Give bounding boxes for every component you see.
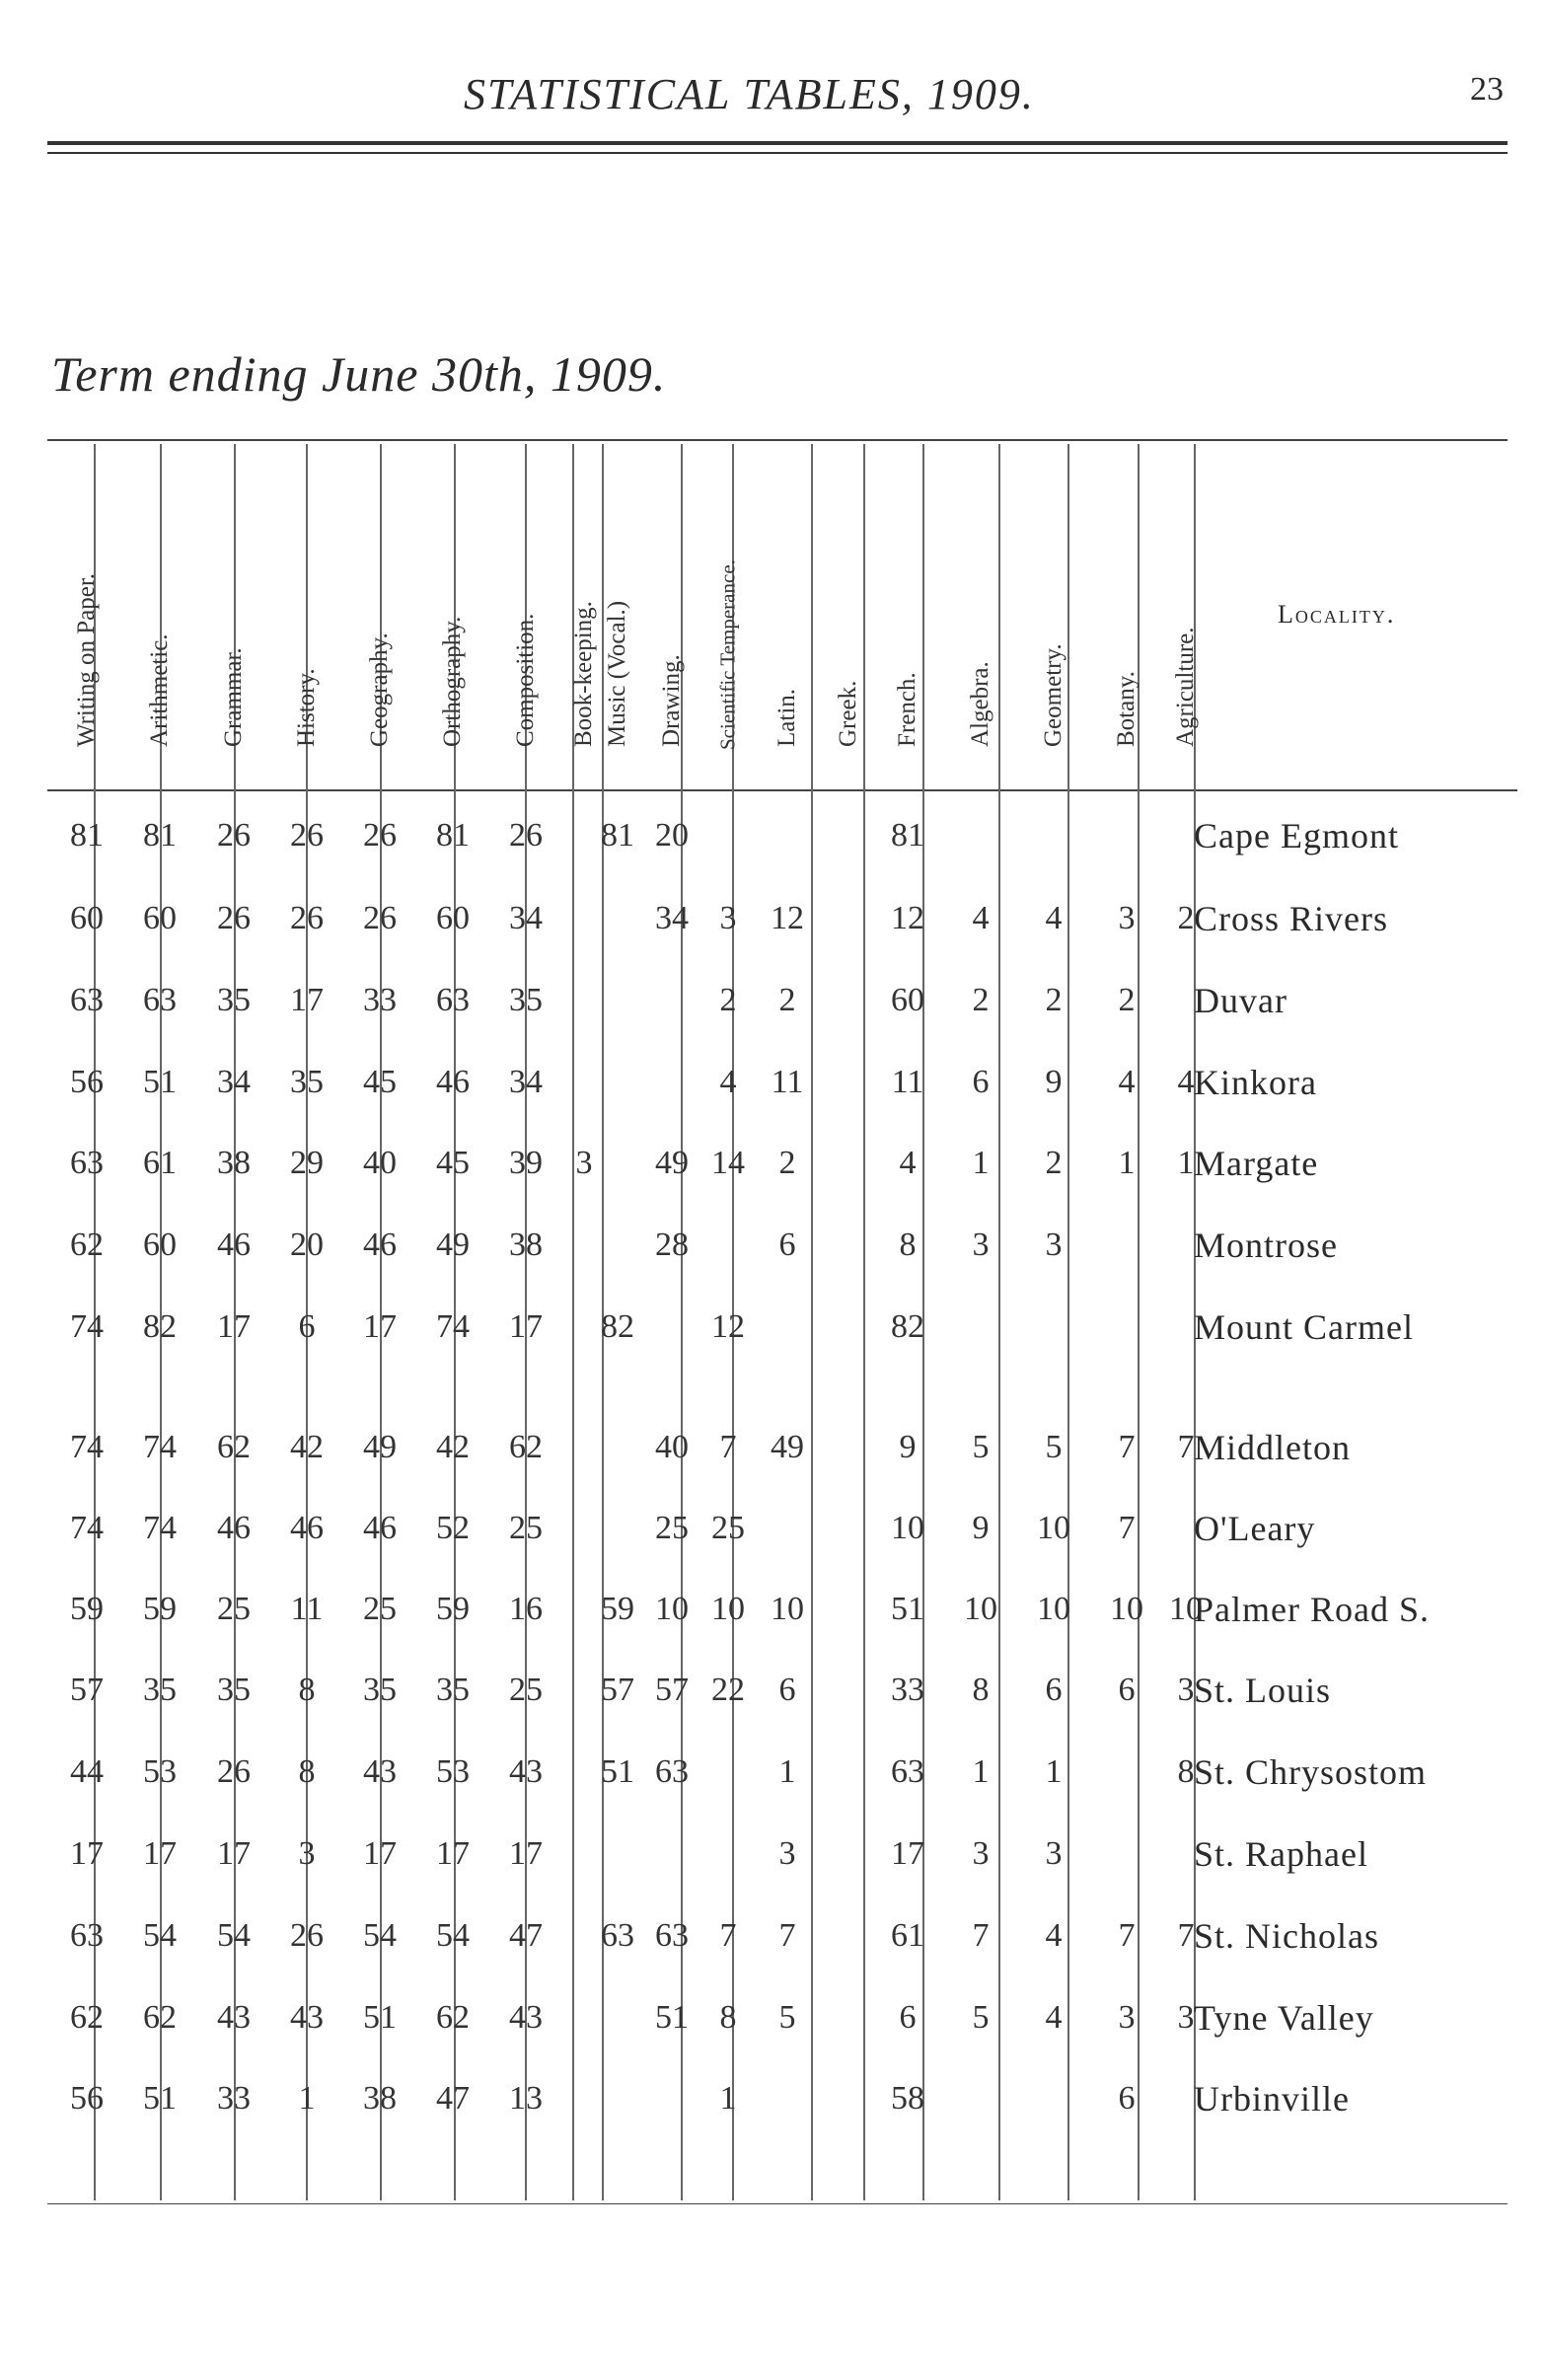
table-cell: 9 (1045, 1064, 1063, 1100)
table-cell: 4 (1045, 1999, 1063, 2036)
table-cell: 42 (290, 1429, 324, 1465)
table-cell: 17 (363, 1308, 397, 1345)
table-cell: 57 (655, 1672, 689, 1708)
table-cell: 74 (70, 1429, 104, 1465)
table-cell: 6 (1118, 1672, 1136, 1708)
column-header-label: Grammar. (220, 647, 247, 747)
column-header (699, 409, 758, 775)
table-cell: 54 (363, 1917, 397, 1954)
column-header (951, 409, 1010, 775)
table-cell: 62 (143, 1999, 177, 2036)
table-cell: 39 (509, 1145, 543, 1181)
table-cell: 82 (143, 1308, 177, 1345)
table-cell: 7 (1177, 1917, 1195, 1954)
locality-name: Urbinville (1194, 2079, 1350, 2119)
table-cell: 62 (70, 1227, 104, 1263)
table-cell: 51 (363, 1999, 397, 2036)
table-cell: 25 (711, 1510, 745, 1546)
table-cell: 7 (1118, 1429, 1136, 1465)
table-cell: 5 (778, 1999, 796, 2036)
table-cell: 61 (143, 1145, 177, 1181)
column-header-label: Greek. (835, 680, 861, 747)
table-cell: 54 (217, 1917, 251, 1954)
table-cell: 51 (143, 2080, 177, 2117)
table-cell: 40 (363, 1145, 397, 1181)
table-cell: 45 (436, 1145, 470, 1181)
table-cell: 10 (655, 1591, 689, 1627)
table-cell: 3 (575, 1145, 593, 1181)
table-cell: 17 (509, 1308, 543, 1345)
table-cell: 51 (891, 1591, 924, 1627)
locality-name: Tyne Valley (1194, 1998, 1374, 2038)
table-cell: 17 (217, 1835, 251, 1872)
table-cell: 49 (771, 1429, 804, 1465)
table-cell: 54 (143, 1917, 177, 1954)
locality-name: Cape Egmont (1194, 816, 1399, 855)
table-cell: 3 (1045, 1227, 1063, 1263)
column-header-label: Book-keeping. (570, 601, 597, 747)
column-header (1024, 409, 1083, 775)
table-cell: 59 (143, 1591, 177, 1627)
table-cell: 59 (601, 1591, 634, 1627)
table-cell: 51 (601, 1753, 634, 1790)
table-cell: 8 (1177, 1753, 1195, 1790)
table-cell: 46 (436, 1064, 470, 1100)
table-cell: 34 (217, 1064, 251, 1100)
column-header-label: Drawing. (658, 654, 685, 747)
table-cell: 74 (70, 1308, 104, 1345)
table-cell: 7 (719, 1429, 737, 1465)
table-cell: 56 (70, 1064, 104, 1100)
table-cell: 9 (972, 1510, 990, 1546)
table-cell: 59 (436, 1591, 470, 1627)
page-title: STATISTICAL TABLES, 1909. (464, 70, 1035, 118)
table-cell: 10 (711, 1591, 745, 1627)
column-header-label: Music (Vocal.) (604, 600, 630, 747)
table-cell: 61 (891, 1917, 924, 1954)
table-cell: 17 (217, 1308, 251, 1345)
table-cell: 8 (972, 1672, 990, 1708)
table-cell: 63 (891, 1753, 924, 1790)
column-header-label: Scientific Temperance. (715, 559, 740, 750)
table-cell: 8 (719, 1999, 737, 2036)
table-cell: 58 (891, 2080, 924, 2117)
table-cell: 25 (363, 1591, 397, 1627)
table-cell: 63 (70, 1145, 104, 1181)
table-cell: 10 (964, 1591, 997, 1627)
table-cell: 28 (655, 1227, 689, 1263)
table-cell: 34 (509, 1064, 543, 1100)
column-header (496, 409, 555, 775)
table-cell: 1 (719, 2080, 737, 2117)
table-cell: 4 (972, 900, 990, 936)
table-cell: 25 (509, 1672, 543, 1708)
table-cell: 1 (1118, 1145, 1136, 1181)
table-cell: 2 (778, 982, 796, 1018)
column-header (642, 409, 701, 775)
table-cell: 43 (509, 1753, 543, 1790)
table-cell: 62 (436, 1999, 470, 2036)
table-cell: 6 (1118, 2080, 1136, 2117)
table-cell: 3 (719, 900, 737, 936)
locality-name: Cross Rivers (1194, 899, 1389, 938)
table-cell: 59 (70, 1591, 104, 1627)
table-cell: 74 (70, 1510, 104, 1546)
table-cell: 63 (601, 1917, 634, 1954)
table-cell: 10 (1110, 1591, 1143, 1627)
column-header (878, 409, 937, 775)
locality-header: Locality. (1278, 600, 1396, 629)
page-number: 23 (1470, 71, 1504, 108)
table-cell: 17 (290, 982, 324, 1018)
column-header (819, 409, 878, 775)
table-cell: 17 (143, 1835, 177, 1872)
table-cell: 13 (509, 2080, 543, 2117)
table-cell: 26 (363, 900, 397, 936)
table-cell: 1 (1045, 1753, 1063, 1790)
table-cell: 3 (1118, 900, 1136, 936)
table-cell: 43 (363, 1753, 397, 1790)
table-cell: 42 (436, 1429, 470, 1465)
table-cell: 49 (655, 1145, 689, 1181)
table-cell: 3 (972, 1227, 990, 1263)
table-cell: 7 (1118, 1917, 1136, 1954)
table-cell: 46 (363, 1227, 397, 1263)
table-cell: 3 (1177, 1672, 1195, 1708)
table-cell: 9 (899, 1429, 917, 1465)
table-cell: 46 (290, 1510, 324, 1546)
table-cell: 33 (217, 2080, 251, 2117)
table-cell: 46 (363, 1510, 397, 1546)
column-header-label: Agriculture. (1172, 627, 1199, 747)
table-cell: 7 (719, 1917, 737, 1954)
table-cell: 8 (298, 1753, 316, 1790)
table-cell: 63 (655, 1753, 689, 1790)
locality-name: St. Nicholas (1194, 1916, 1379, 1956)
table-cell: 60 (143, 900, 177, 936)
table-cell: 1 (778, 1753, 796, 1790)
column-header (1156, 409, 1215, 775)
table-cell: 35 (436, 1672, 470, 1708)
locality-name: St. Louis (1194, 1671, 1332, 1710)
table-cell: 2 (1177, 900, 1195, 936)
locality-name: Palmer Road S. (1194, 1590, 1430, 1629)
table-cell: 33 (891, 1672, 924, 1708)
table-cell: 4 (1177, 1064, 1195, 1100)
table-cell: 5 (972, 1999, 990, 2036)
table-cell: 12 (891, 900, 924, 936)
table-cell: 5 (1045, 1429, 1063, 1465)
table-cell: 44 (70, 1753, 104, 1790)
table-cell: 60 (70, 900, 104, 936)
table-cell: 1 (1177, 1145, 1195, 1181)
table-cell: 17 (891, 1835, 924, 1872)
table-cell: 4 (719, 1064, 737, 1100)
table-cell: 81 (143, 817, 177, 854)
table-cell: 17 (509, 1835, 543, 1872)
table-cell: 2 (1045, 982, 1063, 1018)
table-cell: 81 (70, 817, 104, 854)
table-cell: 81 (436, 817, 470, 854)
table-cell: 54 (436, 1917, 470, 1954)
column-header (204, 409, 263, 775)
table-cell: 3 (1045, 1835, 1063, 1872)
table-cell: 53 (436, 1753, 470, 1790)
term-heading: Term ending June 30th, 1909. (51, 346, 667, 402)
table-cell: 35 (290, 1064, 324, 1100)
column-header (350, 409, 409, 775)
table-cell: 17 (436, 1835, 470, 1872)
table-cell: 14 (711, 1145, 745, 1181)
table-cell: 11 (891, 1064, 924, 1100)
table-cell: 2 (1118, 982, 1136, 1018)
table-bottom-rule (47, 2203, 1508, 2204)
table-cell: 63 (70, 982, 104, 1018)
table-cell: 47 (509, 1917, 543, 1954)
column-header-label: Composition. (512, 613, 539, 747)
table-cell: 43 (509, 1999, 543, 2036)
table-cell: 10 (891, 1510, 924, 1546)
table-cell: 17 (70, 1835, 104, 1872)
table-cell: 26 (509, 817, 543, 854)
table-cell: 49 (363, 1429, 397, 1465)
table-cell: 17 (363, 1835, 397, 1872)
column-header-label: Arithmetic. (146, 633, 173, 747)
table-cell: 22 (711, 1672, 745, 1708)
table-cell: 60 (436, 900, 470, 936)
column-header-label: Latin. (773, 688, 800, 747)
header-bottom-rule (47, 789, 1517, 791)
table-cell: 8 (298, 1672, 316, 1708)
table-cell: 16 (509, 1591, 543, 1627)
table-cell: 82 (891, 1308, 924, 1345)
column-header (130, 409, 189, 775)
table-cell: 6 (899, 1999, 917, 2036)
table-cell: 29 (290, 1145, 324, 1181)
table-cell: 63 (70, 1917, 104, 1954)
column-header (1097, 409, 1156, 775)
column-header-label: Algebra. (967, 661, 993, 747)
table-cell: 35 (217, 982, 251, 1018)
table-cell: 26 (217, 1753, 251, 1790)
table-cell: 10 (1037, 1591, 1070, 1627)
table-cell: 6 (778, 1227, 796, 1263)
table-cell: 53 (143, 1753, 177, 1790)
table-cell: 74 (436, 1308, 470, 1345)
table-cell: 60 (891, 982, 924, 1018)
locality-name: Mount Carmel (1194, 1307, 1414, 1347)
table-cell: 46 (217, 1227, 251, 1263)
table-cell: 62 (217, 1429, 251, 1465)
locality-name: Duvar (1194, 981, 1288, 1020)
table-cell: 81 (601, 817, 634, 854)
table-cell: 26 (363, 817, 397, 854)
table-cell: 2 (1045, 1145, 1063, 1181)
table-cell: 1 (972, 1753, 990, 1790)
table-cell: 11 (290, 1591, 324, 1627)
table-cell: 3 (1118, 1999, 1136, 2036)
table-cell: 34 (509, 900, 543, 936)
column-header (588, 409, 647, 775)
table-cell: 62 (509, 1429, 543, 1465)
table-cell: 7 (1177, 1429, 1195, 1465)
table-cell: 33 (363, 982, 397, 1018)
table-cell: 56 (70, 2080, 104, 2117)
table-cell: 6 (972, 1064, 990, 1100)
table-cell: 7 (972, 1917, 990, 1954)
table-cell: 5 (972, 1429, 990, 1465)
table-cell: 4 (1045, 900, 1063, 936)
table-cell: 10 (1169, 1591, 1203, 1627)
table-cell: 26 (290, 900, 324, 936)
table-cell: 63 (143, 982, 177, 1018)
locality-name: St. Chrysostom (1194, 1752, 1428, 1792)
table-cell: 45 (363, 1064, 397, 1100)
column-header-label: Geography. (366, 632, 393, 747)
table-cell: 74 (143, 1429, 177, 1465)
table-cell: 46 (217, 1510, 251, 1546)
table-cell: 3 (1177, 1999, 1195, 2036)
table-cell: 10 (771, 1591, 804, 1627)
locality-name: Montrose (1194, 1226, 1338, 1265)
table-cell: 7 (778, 1917, 796, 1954)
table-cell: 63 (436, 982, 470, 1018)
table-cell: 2 (972, 982, 990, 1018)
table-cell: 6 (1045, 1672, 1063, 1708)
table-cell: 26 (290, 1917, 324, 1954)
table-cell: 4 (1118, 1064, 1136, 1100)
table-cell: 57 (601, 1672, 634, 1708)
table-cell: 10 (1037, 1510, 1070, 1546)
column-header-label: Botany. (1113, 671, 1140, 747)
table-cell: 38 (363, 2080, 397, 2117)
table-cell: 12 (711, 1308, 745, 1345)
table-cell: 81 (891, 817, 924, 854)
column-header-label: History. (293, 668, 320, 747)
table-cell: 3 (298, 1835, 316, 1872)
table-cell: 3 (778, 1835, 796, 1872)
table-cell: 35 (217, 1672, 251, 1708)
table-cell: 25 (655, 1510, 689, 1546)
table-cell: 12 (771, 900, 804, 936)
table-cell: 20 (655, 817, 689, 854)
table-cell: 4 (1045, 1917, 1063, 1954)
table-cell: 51 (655, 1999, 689, 2036)
column-header-label: Writing on Paper. (73, 572, 100, 747)
table-cell: 49 (436, 1227, 470, 1263)
table-cell: 47 (436, 2080, 470, 2117)
table-cell: 25 (509, 1510, 543, 1546)
locality-name: Margate (1194, 1144, 1319, 1183)
table-cell: 60 (143, 1227, 177, 1263)
column-header (277, 409, 336, 775)
locality-name: St. Raphael (1194, 1834, 1368, 1874)
table-cell: 40 (655, 1429, 689, 1465)
table-cell: 35 (363, 1672, 397, 1708)
table-cell: 4 (899, 1145, 917, 1181)
table-cell: 35 (143, 1672, 177, 1708)
table-cell: 7 (1118, 1510, 1136, 1546)
table-cell: 38 (509, 1227, 543, 1263)
table-cell: 43 (217, 1999, 251, 2036)
table-cell: 43 (290, 1999, 324, 2036)
table-cell: 38 (217, 1145, 251, 1181)
table-cell: 74 (143, 1510, 177, 1546)
table-cell: 63 (655, 1917, 689, 1954)
table-cell: 82 (601, 1308, 634, 1345)
locality-name: Middleton (1194, 1428, 1351, 1467)
table-cell: 1 (298, 2080, 316, 2117)
table-cell: 26 (290, 817, 324, 854)
table-cell: 1 (972, 1145, 990, 1181)
table-cell: 2 (778, 1145, 796, 1181)
table-cell: 51 (143, 1064, 177, 1100)
table-cell: 11 (771, 1064, 804, 1100)
column-header (758, 409, 817, 775)
table-cell: 2 (719, 982, 737, 1018)
table-cell: 26 (217, 900, 251, 936)
column-header-label: Geometry. (1040, 643, 1067, 747)
table-cell: 52 (436, 1510, 470, 1546)
table-cell: 8 (899, 1227, 917, 1263)
table-cell: 6 (298, 1308, 316, 1345)
table-cell: 25 (217, 1591, 251, 1627)
column-header (423, 409, 482, 775)
table-cell: 62 (70, 1999, 104, 2036)
column-header-label: Orthography. (439, 616, 466, 747)
table-cell: 20 (290, 1227, 324, 1263)
column-header-label: French. (894, 672, 920, 747)
table-cell: 57 (70, 1672, 104, 1708)
table-cell: 3 (972, 1835, 990, 1872)
table-cell: 35 (509, 982, 543, 1018)
table-cell: 26 (217, 817, 251, 854)
column-header (57, 409, 116, 775)
table-cell: 34 (655, 900, 689, 936)
locality-name: Kinkora (1194, 1063, 1317, 1102)
table-cell: 6 (778, 1672, 796, 1708)
locality-name: O'Leary (1194, 1509, 1316, 1548)
